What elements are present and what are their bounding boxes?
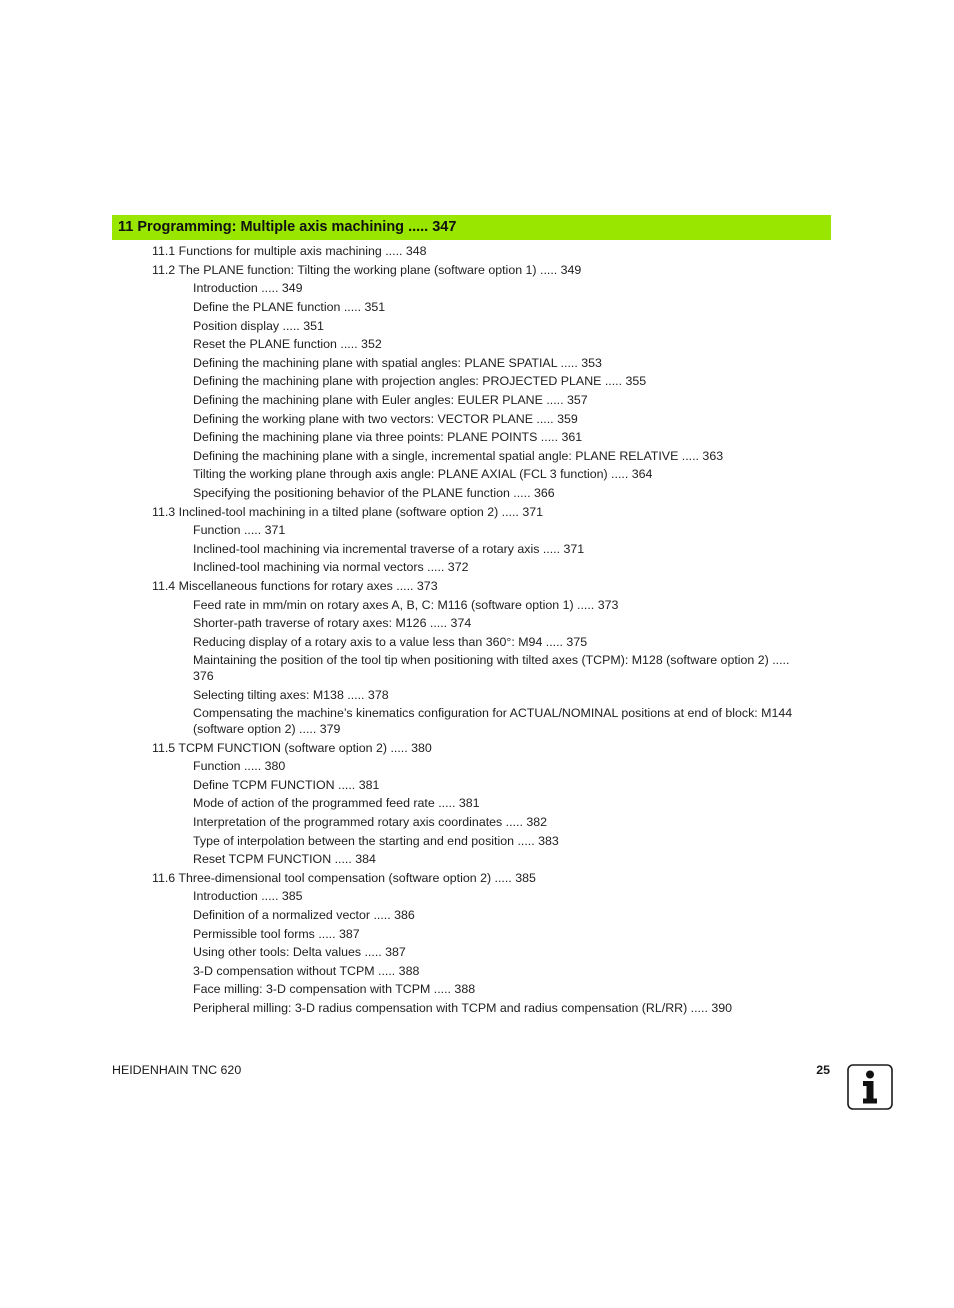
toc-subsection[interactable]: Permissible tool forms ..... 387 (193, 927, 360, 941)
chapter-heading[interactable] (112, 215, 831, 240)
toc-subsection[interactable]: Selecting tilting axes: M138 ..... 378 (193, 688, 389, 702)
footer-title: HEIDENHAIN TNC 620 (112, 1063, 242, 1077)
toc-subsection[interactable]: Face milling: 3-D compensation with TCPM ..... 388 (193, 982, 476, 996)
toc-subsection[interactable]: Peripheral milling: 3-D radius compensation with TCPM and radius compensation (RL/RR) ..... 390 (193, 1001, 732, 1015)
toc-subsection[interactable]: Reset the PLANE function ..... 352 (193, 337, 382, 351)
toc-subsection[interactable]: Shorter-path traverse of rotary axes: M126 ..... 374 (193, 616, 472, 630)
chapter-title[interactable]: 11 Programming: Multiple axis machining ..... 347 (118, 219, 457, 235)
toc-subsection[interactable]: Function ..... 380 (193, 759, 286, 773)
toc-subsection[interactable]: Introduction ..... 349 (193, 281, 303, 295)
toc-subsection[interactable]: Mode of action of the programmed feed rate ..... 381 (193, 796, 480, 810)
toc-subsection[interactable]: Introduction ..... 385 (193, 889, 303, 903)
toc-subsection[interactable]: Defining the machining plane with spatial angles: PLANE SPATIAL ..... 353 (193, 356, 602, 370)
toc-subsection[interactable]: Defining the machining plane with a single, incremental spatial angle: PLANE RELATIVE ..... 363 (193, 449, 724, 463)
toc-subsection[interactable]: Using other tools: Delta values ..... 387 (193, 945, 406, 959)
toc-subsection[interactable]: Feed rate in mm/min on rotary axes A, B, C: M116 (software option 1) ..... 373 (193, 598, 619, 612)
toc-subsection[interactable]: Function ..... 371 (193, 523, 286, 537)
toc-subsection[interactable]: Interpretation of the programmed rotary axis coordinates ..... 382 (193, 815, 548, 829)
toc-subsection[interactable]: Reducing display of a rotary axis to a value less than 360°: M94 ..... 375 (193, 635, 588, 649)
toc-subsection[interactable]: Inclined-tool machining via incremental traverse of a rotary axis ..... 371 (193, 542, 585, 556)
toc-subsection[interactable]: Maintaining the position of the tool tip when positioning with tilted axes (TCPM): M128 (software option 2) ..... 376 (193, 653, 790, 683)
toc-section[interactable]: 11.3 Inclined-tool machining in a tilted plane (software option 2) ..... 371 (152, 505, 543, 519)
toc-subsection[interactable]: Specifying the positioning behavior of the PLANE function ..... 366 (193, 486, 555, 500)
toc-subsection[interactable]: 3-D compensation without TCPM ..... 388 (193, 964, 420, 978)
info-icon (847, 1064, 893, 1110)
toc-subsection[interactable]: Defining the machining plane via three points: PLANE POINTS ..... 361 (193, 430, 583, 444)
toc-section[interactable]: 11.4 Miscellaneous functions for rotary axes ..... 373 (152, 579, 438, 593)
toc-subsection[interactable]: Defining the machining plane with Euler angles: EULER PLANE ..... 357 (193, 393, 588, 407)
page-number: 25 (816, 1063, 830, 1077)
toc-subsection[interactable]: Inclined-tool machining via normal vectors ..... 372 (193, 560, 469, 574)
toc-subsection[interactable]: Reset TCPM FUNCTION ..... 384 (193, 852, 376, 866)
toc-subsection[interactable]: Define TCPM FUNCTION ..... 381 (193, 778, 380, 792)
toc-subsection[interactable]: Position display ..... 351 (193, 319, 324, 333)
toc-subsection[interactable]: Defining the working plane with two vectors: VECTOR PLANE ..... 359 (193, 412, 578, 426)
toc-section[interactable]: 11.6 Three-dimensional tool compensation (software option 2) ..... 385 (152, 871, 536, 885)
toc-section[interactable]: 11.5 TCPM FUNCTION (software option 2) ..... 380 (152, 741, 432, 755)
toc-subsection[interactable]: Tilting the working plane through axis angle: PLANE AXIAL (FCL 3 function) ..... 364 (193, 467, 653, 481)
toc-subsection[interactable]: Defining the machining plane with projection angles: PROJECTED PLANE ..... 355 (193, 374, 647, 388)
toc-subsection[interactable]: Definition of a normalized vector ..... 386 (193, 908, 415, 922)
toc-subsection[interactable]: Compensating the machine’s kinematics configuration for ACTUAL/NOMINAL positions at end of block: M144 (software option 2) ..... 379 (193, 706, 793, 736)
toc-subsection[interactable]: Define the PLANE function ..... 351 (193, 300, 386, 314)
toc-subsection[interactable]: Type of interpolation between the starting and end position ..... 383 (193, 834, 559, 848)
toc-section[interactable]: 11.2 The PLANE function: Tilting the working plane (software option 1) ..... 349 (152, 263, 582, 277)
toc-section[interactable]: 11.1 Functions for multiple axis machining ..... 348 (152, 244, 427, 258)
